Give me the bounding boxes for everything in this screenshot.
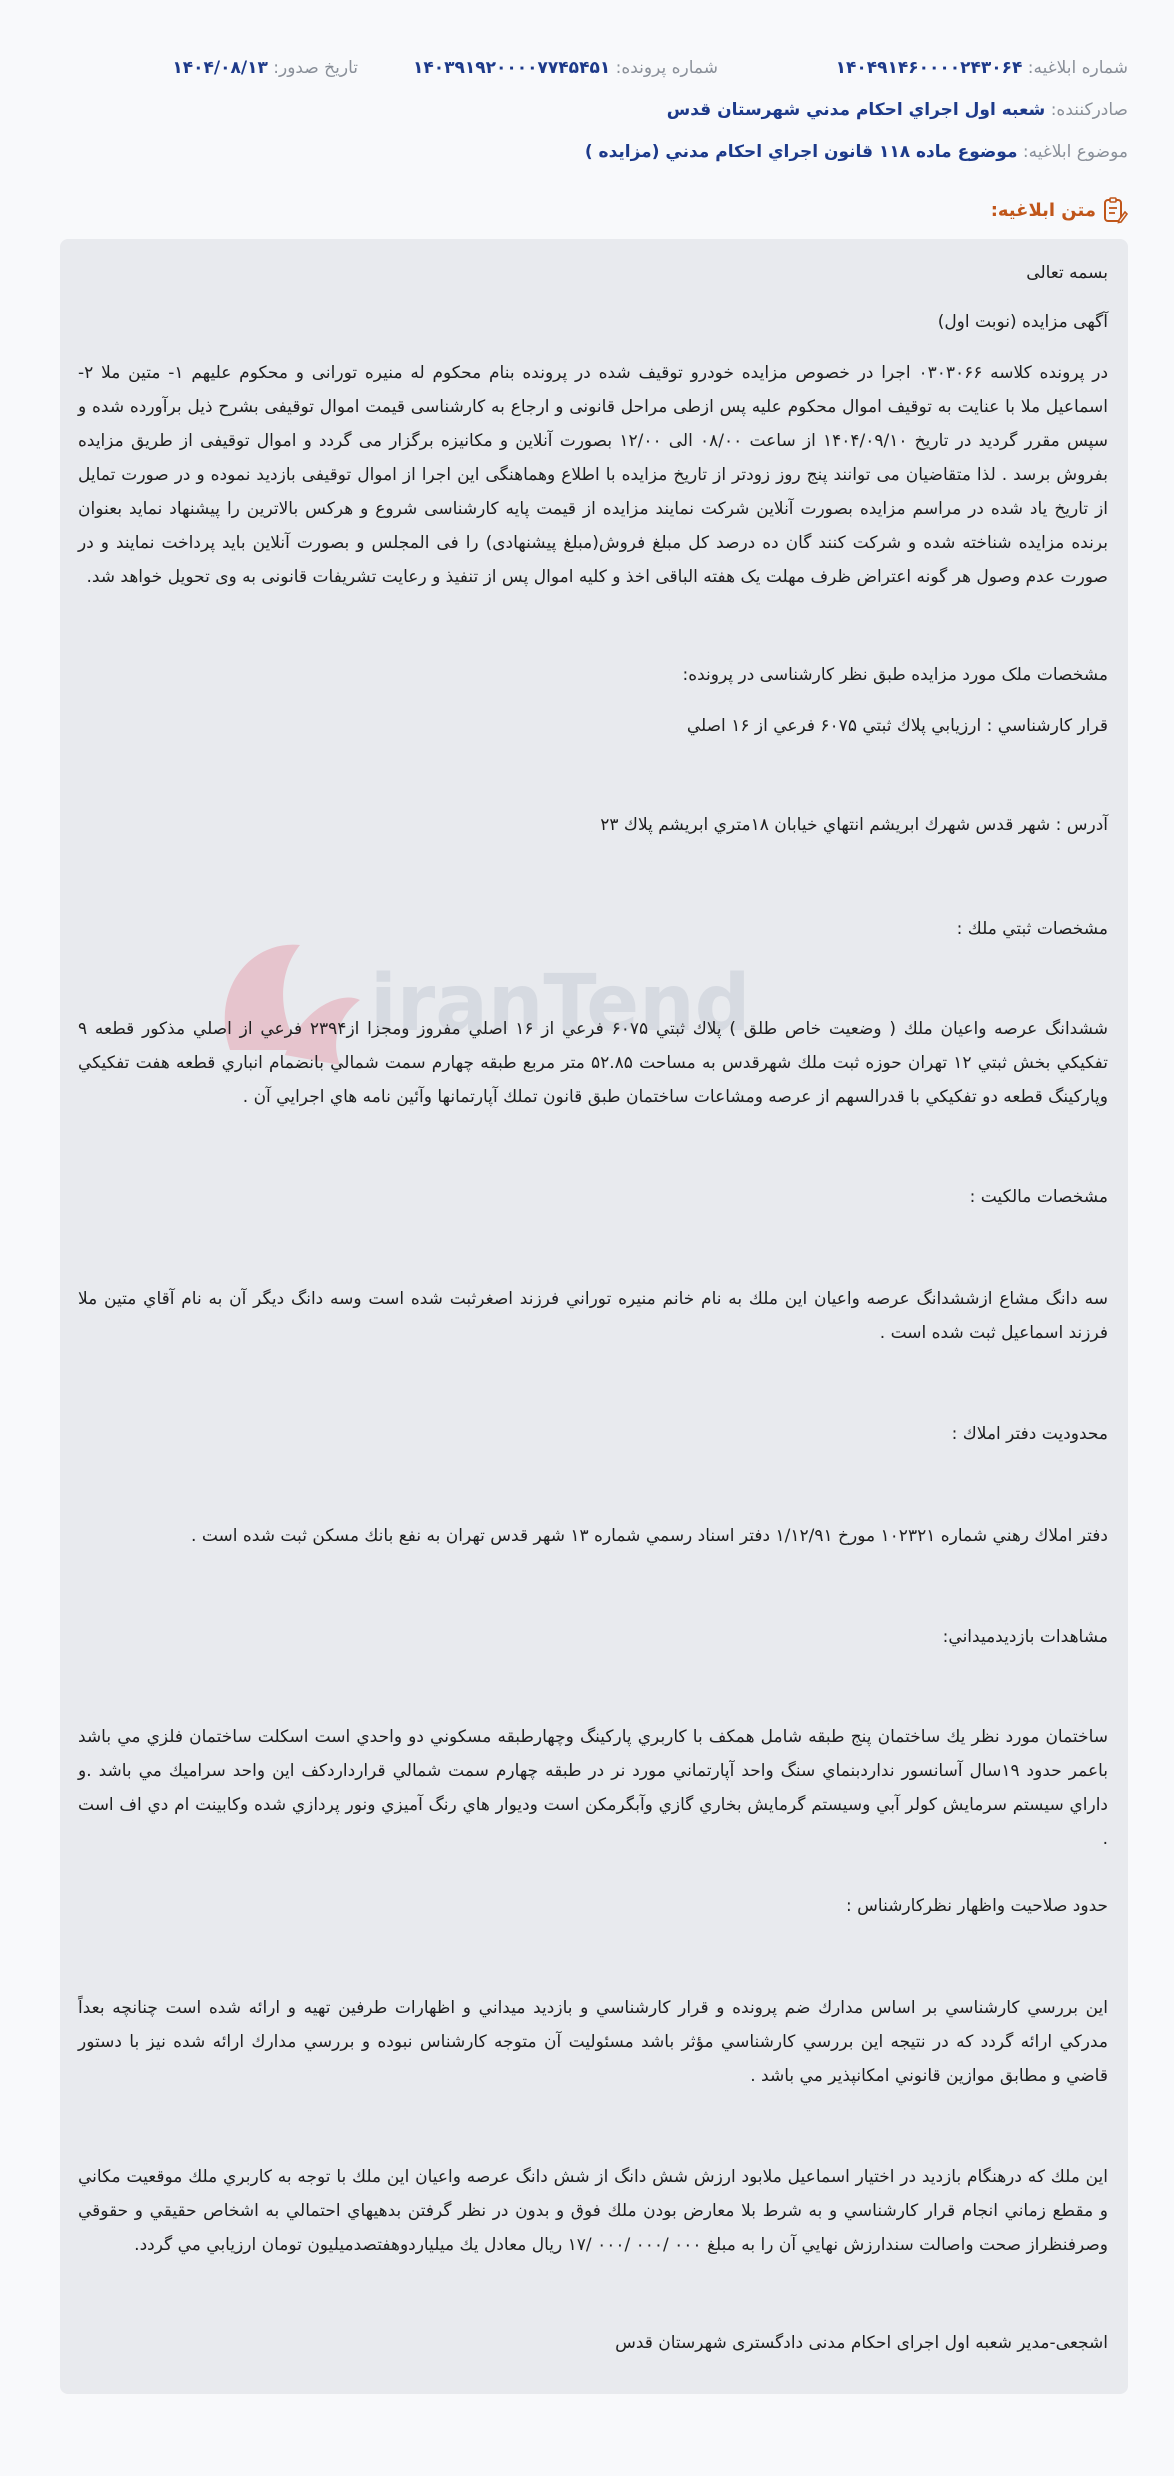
subject-row (46, 142, 1128, 162)
notice-paragraph-2: در پرونده کلاسه ۰۳۰۳۰۶۶ اجرا در خصوص مزايده خودرو توقيف شده در پرونده بنام محكوم له منيره تورانی و محكوم عليهم ۱- متين ملا ۲- اسماعيل ملا با عنايت به توقيف اموال محكوم عليه پس ازطی مراحل قانونی و ارجاع به كارشناسی قيمت اموال توقيفی بشرح ذيل برآورده شده و سپس مقرر گرديد در تاريخ ۱۴۰۴/۰۹/۱۰ از ساعت ۰۸/۰۰ الی ۱۲/۰۰ بصورت آنلاين و مكانيزه برگزار می گردد و اموال توقيفی از طريق مزايده بفروش برسد . لذا متقاضيان می توانند پنج روز زودتر از تاريخ مزايده با اطلاع وهماهنگی اين اجرا از اموال توقيفی بازديد نموده و در صورت تمايل از تاريخ ياد شده در مراسم مزايده بصورت آنلاين شركت نمايند مزايده از قيمت پايه كارشناسی شروع و هركس بالاترين را پيشنهاد نمايد بعنوان برنده مزايده شناخته شده و شركت كنند گان ده درصد كل مبلغ فروش(مبلغ پيشنهادی) را فی المجلس و بصورت آنلاين بايد پرداخت نمايند و در صورت عدم وصول هر گونه اعتراض ظرف مهلت يک هفته الباقی اخذ و كليه اموال پس از تنفيذ و رعايت تشريفات قانونی به وی تحويل خواهد شد. (78, 363, 1109, 587)
notice-paragraph-4: قرار كارشناسي : ارزيابي پلاك ثبتي ۶۰۷۵ فرعي از ۱۶ اصلي (686, 716, 1108, 736)
issuer-value: شعبه اول اجراي احكام مدني شهرستان قدس (666, 100, 1046, 120)
notice-number (836, 58, 1128, 78)
notice-paragraph-9: سه دانگ مشاع ازششدانگ عرصه واعيان اين ملك به نام خانم منيره توراني فرزند اصغرثبت شده است وسه دانگ ديگر آن به نام آقاي متين ملا فرزند اسماعيل ثبت شده است . (78, 1289, 1108, 1343)
issue-date (172, 58, 358, 78)
notice-title-row (991, 196, 1128, 224)
issuer-label: صادرکننده: (1050, 100, 1128, 120)
case-number-value: ۱۴۰۳۹۱۹۲۰۰۰۰۷۷۴۵۴۵۱ (413, 58, 611, 78)
notice-signature: اشجعی-مدیر شعبه اول اجرای احکام مدنی دادگستری شهرستان قدس (615, 2333, 1108, 2353)
notice-paragraph-0: بسمه تعالی (1026, 263, 1108, 283)
subject-label: موضوع ابلاغیه: (1022, 142, 1128, 162)
subject-value: موضوع ماده ۱۱۸ قانون اجراي احكام مدني (مزايده ) (584, 142, 1018, 162)
case-number (413, 58, 718, 78)
notice-paragraph-3: مشخصات ملک مورد مزایده طبق نظر کارشناسی در پرونده: (682, 665, 1108, 685)
issuer-row (46, 100, 1128, 120)
notice-number-label: شماره ابلاغیه: (1027, 58, 1128, 78)
notice-number-value: ۱۴۰۴۹۱۴۶۰۰۰۰۲۴۳۰۶۴ (835, 58, 1023, 78)
notice-paragraph-13: ساختمان مورد نظر يك ساختمان پنج طبقه شامل همكف با كاربري پاركينگ وچهارطبقه مسكوني دو واحدي است اسكلت ساختمان فلزي مي باشد باعمر حدود ۱۹سال آسانسور نداردبنماي سنگ واحد آپارتماني مورد نر در طبقه چهارم سمت شمالي قراردارد‌كف اين واحد سراميك مي باشد .و داراي سيستم سرمايش كولر آبي وسيستم گرمايش بخاري گازي وآبگرمكن است وديوار هاي رنگ آميزي ونور پردازي شده وكابينت ام دي اف است . (78, 1727, 1108, 1849)
case-number-label: شماره پرونده: (615, 58, 718, 78)
notice-paragraph-12: مشاهدات بازديدميداني: (942, 1627, 1108, 1647)
notice-paragraph-16: اين ملك كه درهنگام بازديد در اختيار اسماعيل ملابود ارزش شش دانگ از شش دانگ عرصه واعيان اين ملك با توجه به كاربري ملك موقعيت مكاني و مقطع زماني انجام قرار كارشناسي و به شرط بلا معارض بودن ملك فوق و بدون در نظر گرفتن بدهيهاي احتمالي به اشخاص حقيقي و حقوقي وصرفنظراز صحت واصالت سندارزش نهايي آن را به مبلغ ۰۰۰ /۰۰۰ /۰۰۰ /۱۷ ريال معادل يك ميلياردوهفتصدميليون تومان ارزيابي مي گردد. (78, 2167, 1108, 2255)
notice-paragraph-5: آدرس : شهر قدس شهرك ابريشم انتهاي خيابان ۱۸متري ابريشم پلاك ۲۳ (600, 815, 1108, 835)
issue-date-label: تاریخ صدور: (273, 58, 358, 78)
notice-paragraph-15: اين بررسي كارشناسي بر اساس مدارك ضم پرونده و قرار كارشناسي و بازديد ميداني و اظهارات طرفين تهيه و ارائه شده است چنانچه بعداً مدركي ارائه گردد كه در نتيجه اين بررسي كارشناسي مؤثر باشد مسئوليت آن متوجه كارشناس نبوده و بررسي مدارك ارائه شده نيز با دستور قاضي و مطابق موازين قانوني امكانپذير مي باشد . (78, 1998, 1108, 2086)
notice-paragraph-1: آگهی مزایده (نوبت اول) (937, 312, 1108, 332)
notice-paragraph-7: ششدانگ عرصه واعيان ملك ( وضعيت خاص طلق ) پلاك ثبتي ۶۰۷۵ فرعي از ۱۶ اصلي مفروز ومجزا از۲۳۹۴ فرعي از اصلي مذكور قطعه ۹ تفكيكي بخش ثبتي ۱۲ تهران حوزه ثبت ملك شهرقدس به مساحت ۵۲.۸۵ متر مربع طبقه چهارم سمت شمالي بانضمام انباري قطعه هفت تفكيكي وپاركينگ قطعه دو تفكيكي با قدرالسهم از عرصه ومشاعات ساختمان طبق قانون تملك آپارتمانها وآئين نامه هاي اجرايي آن . (78, 1019, 1108, 1107)
notice-paragraph-8: مشخصات مالكيت : (969, 1187, 1108, 1207)
notice-paragraph-10: محدوديت دفتر املاك : (951, 1424, 1108, 1444)
document-edit-icon (1102, 196, 1128, 224)
watermark-text: iranTend (370, 959, 750, 1049)
notice-paragraph-14: حدود صلاحيت واظهار نظركارشناس : (846, 1896, 1108, 1916)
notice-title: متن ابلاغیه: (990, 199, 1096, 221)
issue-date-value: ۱۴۰۴/۰۸/۱۳ (172, 58, 268, 78)
notice-paragraph-11: دفتر املاك رهني شماره ۱۰۲۳۲۱ مورخ ۱/۱۲/۹۱ دفتر اسناد رسمي شماره ۱۳ شهر قدس تهران به نفع بانك مسكن ثبت شده است . (191, 1526, 1108, 1546)
notice-paragraph-6: مشخصات ثبتي ملك : (956, 919, 1108, 939)
